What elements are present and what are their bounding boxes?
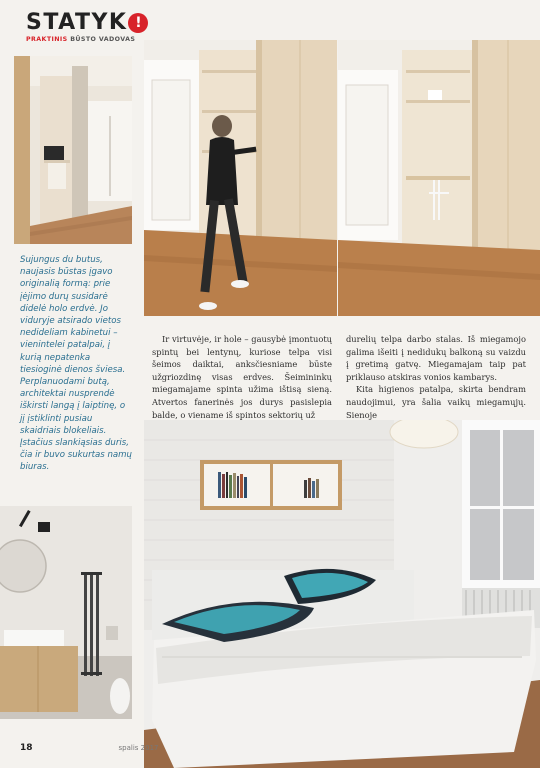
article-column-2 — [346, 333, 526, 421]
issue-date: spalis 2017 — [118, 744, 159, 752]
photo-bathroom — [0, 506, 132, 719]
photo-woman-opening-wardrobe — [144, 40, 337, 316]
magazine-masthead — [26, 10, 148, 43]
exclamation-badge-icon: ! — [128, 13, 148, 33]
page-number: 18 — [20, 743, 33, 753]
photo-wardrobe-desk-nook — [338, 40, 540, 316]
photo-home-office-hallway — [14, 56, 132, 244]
magazine-subtitle: PRAKTINIS BŪSTO VADOVAS — [26, 36, 136, 43]
photo-caption: Sujungus du butus, naujasis būstas įgavo originalią formą: prie įėjimo durų susidarė didelė holo erdvė. Jo viduryje atsirado vietos nedideliam kabinetui – vienintelei patalpai, į kurią nepatenka tiesioginė dienos šviesa. Perplanuodami butą, architektai nusprendė iškirsti langą į laiptinę, o jį įstiklinti pusiau skaidriais blokeliais. Įstačius slankiąsias duris, čia ir buvo sukurtas namų biuras. — [20, 255, 132, 473]
photo-bedroom — [144, 420, 540, 768]
article-column-1: Ir virtuvėje, ir hole – gausybė įmontuotų spintų bei lentynų, kuriose telpa visi šeimos daiktai, anksčiesniame būste užgriozdinę visas erdves. Šeimininkų miegamajame spinta užima ištisą sieną. Atvertos fanerinės jos durys pasislepia balde, o viename iš spintos sektorių už — [152, 334, 332, 420]
page-footer — [20, 743, 159, 753]
article-paragraph: Kita higienos patalpa, skirta bendram naudojimui, yra šalia vaikų miegamųjų. Sienoje — [346, 384, 526, 420]
article-paragraph: durelių telpa darbo stalas. Iš miegamojo galima išeiti į nedidukų balkoną su vaizdu į gretimą gatvę. Miegamajam taip pat priklauso atskiras vonios kambarys. — [346, 334, 526, 382]
magazine-title: STATYK — [26, 10, 128, 35]
